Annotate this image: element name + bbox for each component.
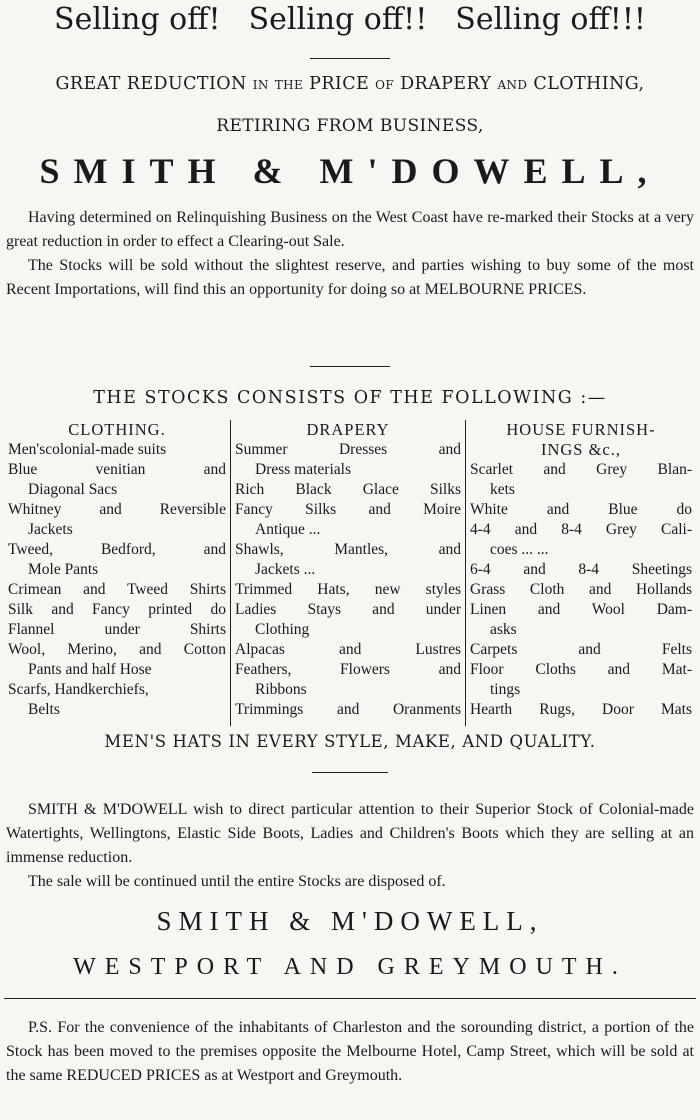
stock-item: Summer Dresses and — [235, 441, 461, 458]
stock-item: Alpacas and Lustres — [235, 641, 461, 658]
ps-paragraph: P.S. For the convenience of the inhabitants of Charleston and the sorounding district, a portion of the Stock has been moved to the premises opposite the Melbourne Hotel, Camp Street, which will be sold at the same REDUCED PRICES as at Westport and Greymouth. — [6, 1019, 694, 1084]
headline-3: Selling off!!! — [455, 2, 646, 37]
reduction-text-1: GREAT REDUCTION — [55, 74, 247, 94]
stock-item: Pants and half Hose — [28, 661, 152, 678]
house-list — [470, 460, 692, 720]
stock-item: Clothing — [255, 621, 310, 638]
drapery-title: DRAPERY — [306, 420, 390, 439]
attention-text — [6, 798, 694, 894]
house-title: HOUSE FURNISH- — [506, 420, 656, 439]
house-furnishings-column — [466, 420, 696, 726]
stock-item: Grass Cloth and Hollands — [470, 581, 692, 598]
reduction-line — [0, 74, 700, 94]
stock-item: Crimean and Tweed Shirts — [8, 581, 226, 598]
reduction-and: AND — [497, 78, 528, 92]
reduction-text-4: CLOTHING, — [533, 74, 645, 94]
stock-item: White and Blue do — [470, 501, 692, 518]
stock-item: Ribbons — [255, 681, 307, 698]
stock-item: Dress materials — [255, 461, 351, 478]
divider-rule — [310, 58, 390, 59]
stock-item: kets — [490, 481, 515, 498]
stock-item: Antique ... — [255, 521, 321, 538]
drapery-list — [235, 440, 461, 720]
reduction-text-3: DRAPERY — [400, 74, 492, 94]
stock-item: asks — [490, 621, 517, 638]
headline — [0, 0, 700, 40]
stock-item: Flannel under Shirts — [8, 621, 226, 638]
firm-name-heading: SMITH & M'DOWELL, — [39, 151, 661, 191]
ps-text — [6, 1016, 694, 1088]
intro-paragraph-2: The Stocks will be sold without the slightest reserve, and parties wishing to buy some of the most Recent Importations, will find this an opportunity for doing so at MELBOURNE PRICES. — [6, 257, 694, 298]
stock-item: Floor Cloths and Mat- — [470, 661, 692, 678]
stock-item: Fancy Silks and Moire — [235, 501, 461, 518]
intro-text — [6, 206, 694, 302]
ps-divider — [4, 998, 696, 999]
divider-rule-3 — [312, 772, 388, 773]
headline-1: Selling off! — [54, 2, 221, 37]
stock-item: Shawls, Mantles, and — [235, 541, 461, 558]
stock-item: Feathers, Flowers and — [235, 661, 461, 678]
headline-2: Selling off!! — [248, 2, 428, 37]
stock-columns — [4, 420, 696, 726]
attention-paragraph-2: The sale will be continued until the entire Stocks are disposed of. — [28, 873, 446, 890]
stock-item: Blue venitian and — [8, 461, 226, 478]
stock-item: Mole Pants — [28, 561, 99, 578]
house-title-2: INGS &c., — [540, 440, 622, 459]
drapery-column — [230, 420, 466, 726]
clothing-column — [4, 420, 230, 726]
retiring-line: RETIRING FROM BUSINESS, — [216, 116, 484, 136]
stock-item: Trimmed Hats, new styles — [235, 581, 461, 598]
stock-item: Silk and Fancy printed do — [8, 601, 226, 618]
stock-item: Jackets ... — [255, 561, 316, 578]
stock-item: coes ... ... — [490, 541, 549, 558]
divider-rule-2 — [310, 366, 390, 367]
stocks-heading: THE STOCKS CONSISTS OF THE FOLLOWING :— — [93, 388, 607, 408]
stock-item: Rich Black Glace Silks — [235, 481, 461, 498]
stock-item: Wool, Merino, and Cotton — [8, 641, 226, 658]
reduction-the: THE — [274, 78, 304, 92]
stock-item: Diagonal Sacs — [28, 481, 118, 498]
stock-item: Belts — [28, 701, 60, 718]
stock-item: Whitney and Reversible — [8, 501, 226, 518]
reduction-text-2: PRICE — [309, 74, 370, 94]
stock-item: Tweed, Bedford, and — [8, 541, 226, 558]
towns-line: WESTPORT AND GREYMOUTH. — [73, 954, 627, 980]
stock-item: Linen and Wool Dam- — [470, 601, 692, 618]
clothing-title: CLOTHING. — [68, 420, 166, 439]
reduction-of: OF — [375, 78, 395, 92]
stock-item: Trimmings and Oranments — [235, 701, 461, 718]
attention-paragraph-1: SMITH & M'DOWELL wish to direct particular attention to their Superior Stock of Colonial-made Watertights, Wellingtons, Elastic Side Boots, Ladies and Children's Boots which they are selling at an immense reduction. — [6, 801, 694, 866]
stock-item: Men'scolonial-made suits — [8, 441, 167, 458]
stock-item: Ladies Stays and under — [235, 601, 461, 618]
firm-name-footer: SMITH & M'DOWELL, — [156, 906, 544, 936]
stock-item: tings — [490, 681, 521, 698]
stock-item: Scarfs, Handkerchiefs, — [8, 681, 149, 698]
hats-line: MEN'S HATS IN EVERY STYLE, MAKE, AND QUALITY. — [104, 732, 596, 751]
stock-item: 4-4 and 8-4 Grey Cali- — [470, 521, 692, 538]
stock-item: Jackets — [28, 521, 73, 538]
clothing-list — [8, 440, 226, 720]
stock-item: 6-4 and 8-4 Sheetings — [470, 561, 692, 578]
reduction-in: IN — [252, 78, 269, 92]
stock-item: Hearth Rugs, Door Mats — [470, 701, 692, 718]
stock-item: Carpets and Felts — [470, 641, 692, 658]
stock-item: Scarlet and Grey Blan- — [470, 461, 692, 478]
intro-paragraph-1: Having determined on Relinquishing Business on the West Coast have re-marked their Stocks at a very great reduction in order to effect a Clearing-out Sale. — [6, 209, 694, 250]
